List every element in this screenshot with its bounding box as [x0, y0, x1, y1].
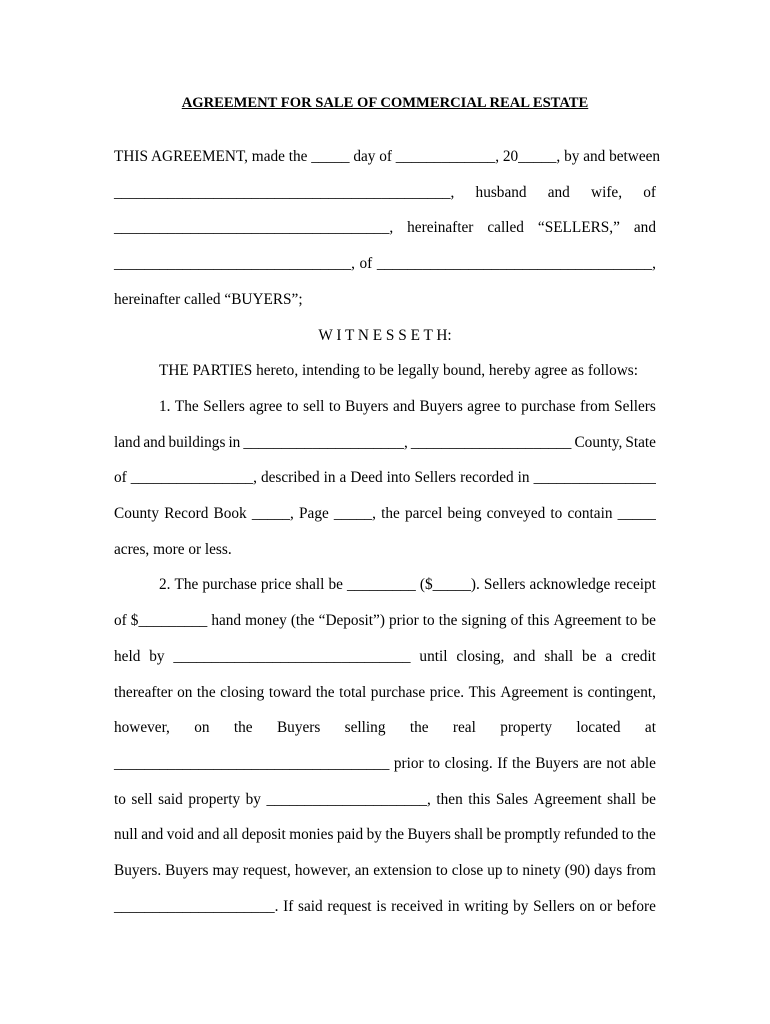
document-line: hereinafter called “BUYERS”;: [114, 290, 303, 308]
document-line: [159, 574, 656, 596]
document-word: agree: [249, 397, 283, 415]
document-word: 1.: [159, 397, 171, 415]
document-word: of: [359, 255, 373, 273]
document-word: purchase: [202, 576, 257, 594]
document-word: Page: [299, 505, 329, 522]
document-word: is: [572, 683, 584, 701]
document-word: by: [366, 826, 382, 844]
document-word: selling: [344, 719, 386, 737]
document-word: from: [579, 397, 610, 415]
document-line: [114, 503, 656, 525]
document-word: Agreement: [553, 612, 622, 630]
document-word: to: [422, 612, 435, 630]
document-word: located: [576, 719, 621, 737]
document-word: the: [381, 505, 400, 522]
document-word: If: [283, 897, 294, 915]
document-word: Book: [213, 505, 247, 522]
document-word: are: [583, 754, 602, 772]
document-word: by: [149, 647, 165, 665]
document-word: be: [486, 826, 501, 844]
document-word: _____,: [333, 505, 376, 522]
document-word: is: [376, 897, 387, 915]
document-word: and: [513, 647, 536, 665]
document-word: purchase: [521, 397, 576, 415]
document-word: ninety: [522, 862, 561, 879]
document-word: _________: [346, 576, 416, 594]
document-word: being: [447, 505, 482, 522]
document-word: be: [328, 576, 343, 594]
document-word: an: [354, 862, 370, 879]
document-word: however,: [114, 719, 170, 737]
document-line: [114, 717, 656, 739]
document-word: to: [625, 612, 638, 630]
document-word: wife,: [591, 183, 623, 201]
document-word: ________________,: [130, 469, 257, 487]
document-word: and: [141, 826, 164, 844]
document-word: ($_____).: [419, 576, 480, 594]
document-word: on: [579, 897, 595, 915]
document-word: called: [487, 219, 524, 237]
document-line: [114, 467, 656, 489]
document-word: hand: [211, 612, 242, 630]
document-word: up: [487, 862, 503, 879]
document-word: real: [452, 719, 476, 737]
document-word: monies: [289, 826, 334, 844]
document-word: able: [630, 754, 656, 772]
document-word: sell: [131, 790, 153, 808]
document-word: held: [114, 647, 141, 665]
document-word: land: [114, 433, 141, 451]
document-word: this: [468, 790, 491, 808]
document-word: on: [194, 719, 210, 737]
document-word: be: [641, 612, 656, 630]
document-word: Sellers: [614, 397, 656, 415]
document-line: [114, 432, 656, 454]
document-word: at: [644, 719, 656, 737]
document-word: (the: [290, 612, 315, 630]
document-word: the: [511, 754, 531, 772]
document-word: and: [547, 183, 570, 201]
document-word: be: [641, 790, 656, 808]
document-word: then: [436, 790, 463, 808]
document-line: [159, 396, 656, 418]
document-word: until: [419, 647, 448, 665]
document-word: shall: [607, 790, 637, 808]
document-word: all: [222, 826, 239, 844]
document-word: by: [513, 897, 529, 915]
document-word: the: [385, 826, 405, 844]
document-word: _____________________: [410, 433, 572, 451]
document-word: from: [626, 862, 656, 879]
document-word: to: [428, 754, 441, 772]
document-word: money: [245, 612, 287, 630]
document-word: $_________: [130, 612, 208, 630]
document-word: property: [500, 719, 553, 737]
document-word: close: [451, 862, 484, 879]
document-word: in: [447, 897, 460, 915]
document-word: to: [550, 505, 563, 522]
document-word: described: [260, 469, 320, 487]
document-line: [114, 896, 656, 918]
document-word: _____,: [251, 505, 294, 522]
document-word: Sellers: [483, 576, 526, 594]
document-word: (90): [564, 862, 591, 879]
document-word: prior: [393, 754, 424, 772]
document-line: [114, 753, 656, 775]
document-word: Agreement: [533, 790, 602, 808]
document-word: agree: [467, 397, 501, 415]
document-word: recorded: [460, 469, 514, 487]
document-word: The: [174, 576, 199, 594]
document-word: Sales: [495, 790, 529, 808]
document-word: credit: [621, 647, 656, 665]
document-line: [114, 646, 656, 668]
document-word: a: [339, 469, 347, 487]
document-word: ____________________________________: [114, 754, 390, 772]
document-word: or: [599, 897, 613, 915]
document-word: refunded: [563, 826, 619, 844]
document-line: [114, 253, 656, 275]
document-word: signing: [461, 612, 507, 630]
document-word: County: [114, 505, 160, 522]
document-title: AGREEMENT FOR SALE OF COMMERCIAL REAL ESTATE: [181, 95, 589, 111]
document-word: closing: [220, 683, 265, 701]
document-word: Record: [164, 505, 209, 522]
document-word: State: [625, 433, 656, 451]
document-word: The: [174, 397, 199, 415]
document-word: the: [409, 719, 429, 737]
document-line: THIS AGREEMENT, made the _____ day of _____________, 20_____, by and between: [114, 148, 661, 165]
document-line: [114, 682, 656, 704]
document-word: total: [339, 683, 367, 701]
document-word: the: [637, 826, 656, 844]
document-line: [114, 789, 656, 811]
document-word: Sellers: [414, 469, 457, 487]
document-word: sell: [303, 397, 325, 415]
document-word: prior: [388, 612, 419, 630]
document-word: “Deposit”): [318, 612, 385, 630]
document-word: shall: [544, 647, 574, 665]
document-word: request: [327, 897, 372, 915]
document-word: and: [633, 219, 656, 237]
document-word: shall: [454, 826, 484, 844]
document-word: of: [114, 469, 127, 487]
document-line: acres, more or less.: [114, 540, 232, 558]
document-word: null: [114, 826, 138, 844]
document-word: thereafter: [114, 683, 173, 701]
document-word: toward: [268, 683, 312, 701]
document-word: this: [527, 612, 550, 630]
document-word: request,: [242, 862, 291, 879]
document-word: _______________________________: [173, 647, 411, 665]
document-line: THE PARTIES hereto, intending to be legally bound, hereby agree as follows:: [159, 362, 638, 380]
document-word: promptly: [504, 826, 561, 844]
document-word: closing.: [444, 754, 493, 772]
document-word: _____: [617, 505, 656, 522]
document-word: This: [468, 683, 496, 701]
document-word: be: [582, 647, 597, 665]
document-word: conveyed: [486, 505, 546, 522]
document-word: _______________________________,: [114, 255, 355, 273]
document-word: a: [605, 647, 613, 665]
document-word: husband: [475, 183, 527, 201]
document-word: If: [497, 754, 508, 772]
document-word: extension: [373, 862, 432, 879]
document-word: Sellers: [203, 397, 245, 415]
document-word: to: [286, 397, 299, 415]
document-word: before: [616, 897, 656, 915]
document-word: acknowledge: [529, 576, 611, 594]
document-word: Buyers: [276, 719, 321, 737]
document-word: to: [435, 862, 448, 879]
document-word: County,: [574, 433, 623, 451]
document-word: to: [621, 826, 634, 844]
document-line: [114, 824, 656, 846]
document-word: _____________________.: [114, 897, 279, 915]
document-word: said: [298, 897, 323, 915]
document-word: Buyers: [419, 397, 463, 415]
document-word: parcel: [404, 505, 443, 522]
document-word: writing: [464, 897, 509, 915]
document-word: _____________________,: [243, 433, 408, 451]
document-word: the: [438, 612, 458, 630]
document-word: Agreement: [500, 683, 569, 701]
document-word: may: [212, 862, 239, 879]
document-word: on: [177, 683, 193, 701]
document-word: Buyers: [535, 754, 579, 772]
document-word: of: [114, 612, 127, 630]
document-word: 2.: [159, 576, 171, 594]
document-word: and: [392, 397, 416, 415]
document-word: to: [506, 862, 519, 879]
document-word: and: [197, 826, 220, 844]
document-word: the: [315, 683, 335, 701]
document-word: buildings: [168, 433, 226, 451]
document-word: received: [391, 897, 443, 915]
document-word: _____________________,: [266, 790, 431, 808]
document-word: hereinafter: [407, 219, 474, 237]
document-line: [114, 182, 656, 204]
document-word: in: [517, 469, 530, 487]
document-line: [114, 217, 656, 239]
document-word: paid: [336, 826, 364, 844]
document-word: price: [260, 576, 292, 594]
document-line: [114, 610, 656, 632]
document-line: W I T N E S S E T H:: [318, 326, 452, 344]
document-word: Buyers.: [114, 862, 162, 879]
document-word: in: [323, 469, 336, 487]
document-word: to: [504, 397, 517, 415]
document-word: by: [245, 790, 261, 808]
document-word: however,: [294, 862, 351, 879]
document-word: property: [188, 790, 241, 808]
document-word: ____________________________________,: [376, 255, 656, 273]
document-word: deposit: [241, 826, 286, 844]
document-word: ____________________________________________,: [114, 183, 455, 201]
document-word: Deed: [350, 469, 383, 487]
document-word: Sellers: [533, 897, 575, 915]
document-word: void: [166, 826, 194, 844]
document-word: Buyers: [165, 862, 209, 879]
document-word: of: [643, 183, 656, 201]
document-word: of: [510, 612, 524, 630]
document-word: purchase: [370, 683, 426, 701]
document-word: said: [158, 790, 183, 808]
document-word: “SELLERS,”: [537, 219, 620, 237]
document-word: ____________________________________,: [114, 219, 394, 237]
document-word: not: [606, 754, 626, 772]
document-word: to: [114, 790, 126, 808]
document-word: contingent,: [587, 683, 656, 701]
document-word: shall: [295, 576, 325, 594]
document-word: the: [196, 683, 216, 701]
document-word: closing,: [456, 647, 505, 665]
document-word: Buyers: [407, 826, 451, 844]
document-word: days: [594, 862, 623, 879]
document-word: into: [386, 469, 411, 487]
document-word: contain: [567, 505, 613, 522]
document-word: the: [233, 719, 253, 737]
document-word: to: [328, 397, 341, 415]
document-word: Buyers: [345, 397, 389, 415]
document-word: and: [143, 433, 166, 451]
document-word: receipt: [614, 576, 656, 594]
document-word: price.: [429, 683, 465, 701]
document-line: [114, 860, 656, 882]
document-word: in: [228, 433, 241, 451]
document-word: ________________: [533, 469, 656, 487]
